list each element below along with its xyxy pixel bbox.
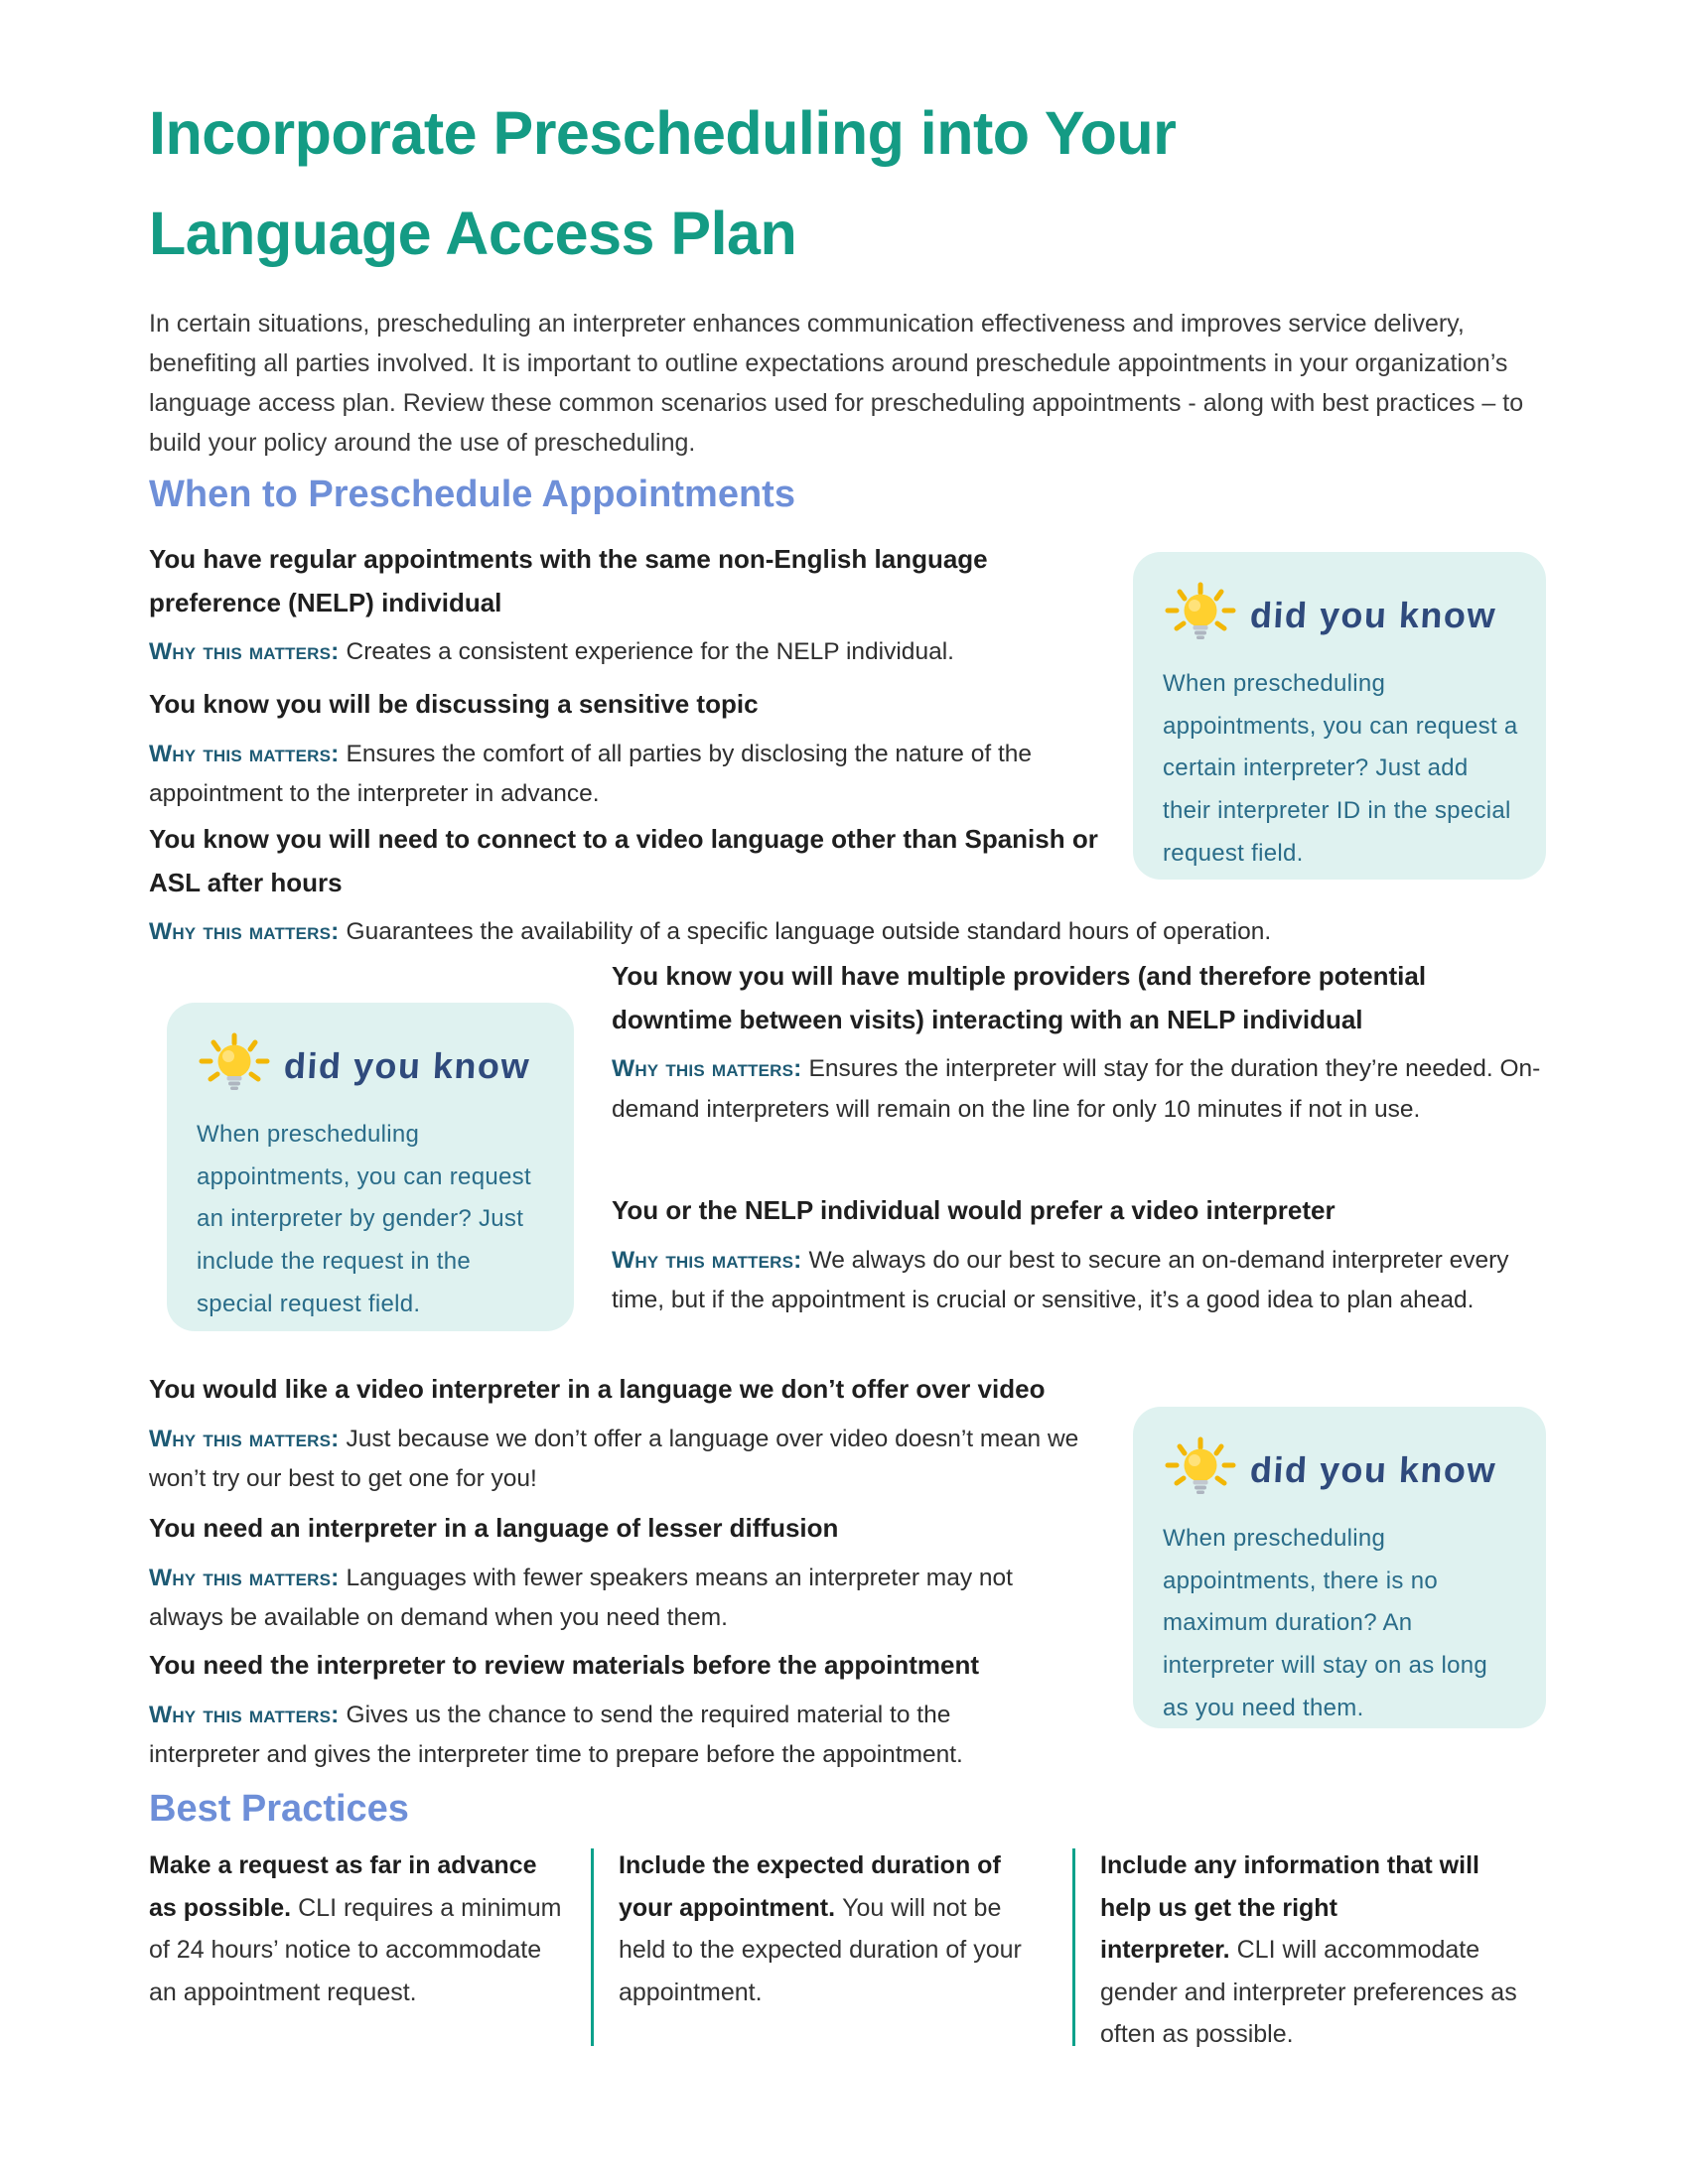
best-practices-columns — [149, 1844, 1519, 2056]
scenario-why — [149, 1420, 1112, 1499]
scenario-heading: You would like a video interpreter in a language we don’t offer over video — [149, 1374, 1046, 1404]
best-practice-text: CLI will accommodate gender and interpreter preferences as often as possible. — [1100, 1936, 1517, 2048]
scenario-why — [149, 632, 1062, 672]
did-you-know-body: When prescheduling appointments, there is no maximum duration? An interpreter will stay on as long as you need them. — [1163, 1525, 1488, 1721]
why-this-matters-text: We always do our best to secure an on-demand interpreter every time, but if the appointment is crucial or sensitive, it’s a good idea to plan ahead. — [612, 1246, 1509, 1313]
lightbulb-icon — [197, 1030, 272, 1102]
why-this-matters-label: Why this matters: — [149, 1425, 340, 1452]
scenario-item — [149, 1644, 1122, 1775]
lightbulb-icon — [1163, 580, 1238, 651]
section-heading-when-to-preschedule: When to Preschedule Appointments — [149, 474, 795, 515]
did-you-know-callout — [167, 1003, 574, 1331]
why-this-matters-label: Why this matters: — [149, 1564, 340, 1591]
scenario-item — [149, 683, 1122, 814]
why-this-matters-text: Languages with fewer speakers means an interpreter may not always be available on demand when you need them. — [149, 1564, 1013, 1631]
why-this-matters-text: Creates a consistent experience for the NELP individual. — [346, 638, 954, 666]
scenario-item — [612, 955, 1545, 1130]
scenario-heading: You know you will have multiple providers (and therefore potential downtime between visits) interacting with an NELP individual — [612, 961, 1427, 1034]
scenario-heading: You or the NELP individual would prefer a video interpreter — [612, 1195, 1336, 1225]
best-practice-item — [149, 1844, 566, 2056]
scenario-why — [612, 1049, 1545, 1129]
why-this-matters-label: Why this matters: — [612, 1055, 802, 1083]
scenario-heading: You need an interpreter in a language of lesser diffusion — [149, 1513, 839, 1543]
did-you-know-header — [1163, 580, 1518, 651]
scenario-heading: You have regular appointments with the same non-English language preference (NELP) individual — [149, 544, 988, 617]
scenario-why — [149, 912, 1519, 952]
scenario-item — [612, 1189, 1545, 1320]
column-divider — [591, 1848, 594, 2046]
best-practice-lead: Make a request as far in advance as possible. — [149, 1851, 537, 1922]
scenario-why — [149, 1559, 1072, 1638]
why-this-matters-text: Just because we don’t offer a language over video doesn’t mean we won’t try our best to get one for you! — [149, 1425, 1079, 1492]
why-this-matters-text: Gives us the chance to send the required material to the interpreter and gives the interpreter time to prepare before the appointment. — [149, 1701, 963, 1768]
did-you-know-header — [1163, 1434, 1518, 1506]
why-this-matters-label: Why this matters: — [612, 1246, 802, 1274]
did-you-know-body: When prescheduling appointments, you can request an interpreter by gender? Just include the request in the special request field. — [197, 1121, 531, 1317]
why-this-matters-label: Why this matters: — [149, 918, 340, 946]
why-this-matters-text: Ensures the comfort of all parties by disclosing the nature of the appointment to the interpreter in advance. — [149, 740, 1032, 807]
why-this-matters-label: Why this matters: — [149, 638, 340, 666]
scenario-item — [149, 538, 1062, 673]
scenario-why — [612, 1241, 1545, 1320]
why-this-matters-text: Guarantees the availability of a specific language outside standard hours of operation. — [346, 918, 1272, 946]
best-practice-item — [1100, 1844, 1517, 2056]
why-this-matters-label: Why this matters: — [149, 740, 340, 767]
page-title: Incorporate Prescheduling into Your Language Access Plan — [149, 99, 1177, 268]
scenario-item — [149, 1507, 1122, 1638]
best-practice-lead: Include any information that will help us get the right interpreter. — [1100, 1851, 1479, 1964]
scenario-heading: You need the interpreter to review materials before the appointment — [149, 1650, 980, 1680]
scenario-heading: You know you will be discussing a sensitive topic — [149, 689, 759, 719]
scenario-why — [149, 1696, 1062, 1775]
best-practice-text: You will not be held to the expected duration of your appointment. — [619, 1893, 1022, 2006]
did-you-know-title: did you know — [282, 1045, 532, 1086]
best-practice-item — [619, 1844, 1048, 2056]
intro-paragraph: In certain situations, prescheduling an interpreter enhances communication effectiveness and improves service delivery, benefiting all parties involved. It is important to outline expectations around preschedule appointments in your organization’s language access plan. Review these common scenarios used for prescheduling appointments - along with best practices – to build your policy around the use of prescheduling. — [149, 310, 1524, 457]
scenario-item — [149, 1368, 1142, 1499]
why-this-matters-text: Ensures the interpreter will stay for the duration they’re needed. On-demand interpreters will remain on the line for only 10 minutes if not in use. — [612, 1055, 1541, 1123]
did-you-know-body: When prescheduling appointments, you can request a certain interpreter? Just add their interpreter ID in the special request field. — [1163, 670, 1518, 867]
column-divider — [1072, 1848, 1075, 2046]
scenario-why — [149, 735, 1122, 814]
did-you-know-callout — [1133, 1407, 1546, 1728]
lightbulb-icon — [1163, 1434, 1238, 1506]
did-you-know-header — [197, 1030, 546, 1102]
why-this-matters-label: Why this matters: — [149, 1701, 340, 1728]
did-you-know-callout — [1133, 552, 1546, 880]
did-you-know-title: did you know — [1248, 1449, 1498, 1490]
best-practice-lead: Include the expected duration of your appointment. — [619, 1851, 1001, 1922]
scenario-heading: You know you will need to connect to a video language other than Spanish or ASL after hours — [149, 824, 1098, 897]
section-heading-best-practices: Best Practices — [149, 1788, 409, 1830]
did-you-know-title: did you know — [1248, 595, 1498, 635]
best-practice-text: CLI requires a minimum of 24 hours’ notice to accommodate an appointment request. — [149, 1893, 562, 2006]
scenario-item — [149, 818, 1272, 953]
